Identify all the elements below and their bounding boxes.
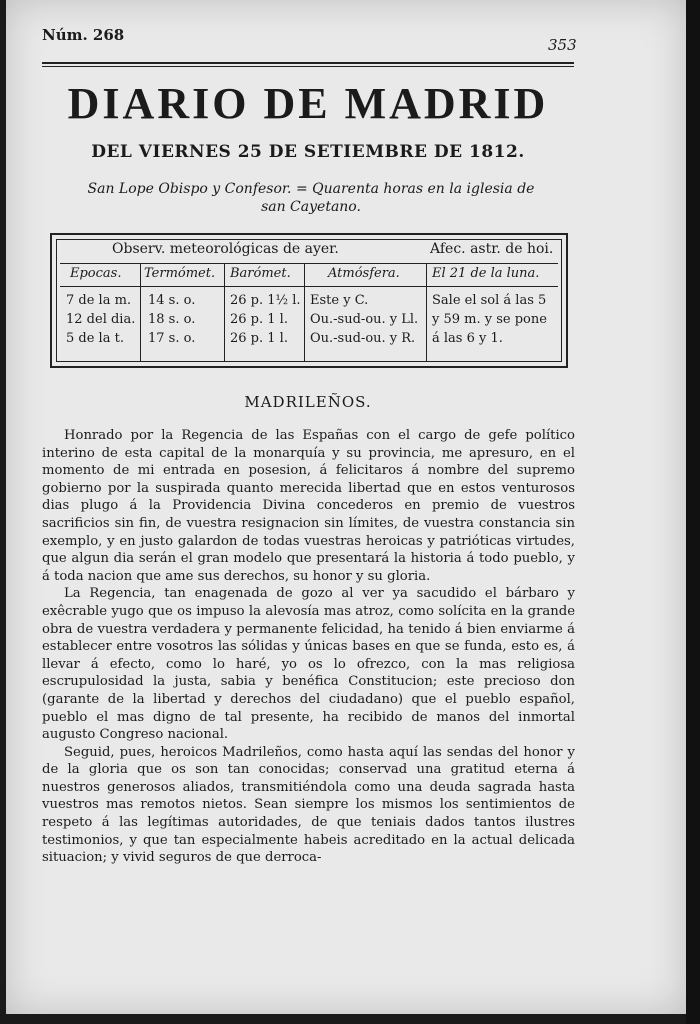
row-atmosfera: Este y C. — [310, 293, 369, 308]
row-atmosfera: Ou.-sud-ou. y Ll. — [310, 312, 419, 327]
row-barometro: 26 p. 1 l. — [230, 312, 288, 327]
column-divider — [224, 263, 225, 362]
table-rule — [60, 263, 558, 264]
newspaper-page — [6, 0, 686, 1014]
dateline: DEL VIERNES 25 DE SETIEMBRE DE 1812. — [91, 142, 525, 162]
column-header-atmosfera: Atmósfera. — [328, 266, 400, 281]
masthead-title: DIARIO DE MADRID — [67, 79, 549, 128]
article-title: MADRILEÑOS. — [244, 393, 372, 411]
article-body — [42, 427, 575, 867]
article-paragraph: La Regencia, tan enagenada de gozo al ver ya sacudido el bárbaro y exêcrable yugo que os impuso la alevosía mas atroz, como solícita en la grande obra de vuestra verdadera y permanente felicidad, ha tenido á bien enviarme á establecer entre vosotros las sólidas y únicas bases en que se funda, esto es, á llevar á efecto, como lo haré, yo os lo ofrezco, con la mas religiosa escrupulosidad la justa, sabia y benéfica Constitucion; este precioso don (garante de la libertad y derechos del ciudadano) que el pueblo español, pueblo el mas digno de tal presente, ha recibido de manos del inmortal augusto Congreso nacional. — [42, 586, 575, 743]
column-divider — [426, 263, 427, 362]
row-barometro: 26 p. 1 l. — [230, 331, 288, 346]
astro-line: Sale el sol á las 5 — [432, 293, 547, 308]
page-number: 353 — [548, 36, 577, 54]
astro-line: y 59 m. y se pone — [432, 312, 547, 327]
row-atmosfera: Ou.-sud-ou. y R. — [310, 331, 416, 346]
column-header-luna: El 21 de la luna. — [432, 266, 540, 281]
issue-number: Núm. 268 — [42, 26, 125, 44]
article-paragraph: Seguid, pues, heroicos Madrileños, como hasta aquí las sendas del honor y de la gloria que os son tan conocidas; conservad una gratitud eterna á nuestros generosos aliados, transmitiéndola como una deuda sagrada hasta vuestros mas remotos nietos. Sean siempre los mismos los sentimientos de respeto á las legítimas autoridades, de que teniais dados tantos ilustres testimonios, y que tan especialmente habeis acreditado en la actual delicada situacion; y vivid seguros de que derroca- — [42, 744, 575, 866]
row-epoca: 7 de la m. — [66, 293, 132, 308]
table-rule — [60, 286, 558, 287]
row-epoca: 12 del dia. — [66, 312, 136, 327]
row-termometro: 18 s. o. — [148, 312, 196, 327]
saints-of-the-day: San Lope Obispo y Confesor. = Quarenta horas en la iglesia de san Cayetano. — [87, 181, 535, 215]
column-header-barometro: Barómet. — [230, 266, 291, 281]
row-termometro: 14 s. o. — [148, 293, 196, 308]
row-epoca: 5 de la t. — [66, 331, 124, 346]
page-edge-shadow — [686, 0, 700, 1024]
astro-heading: Afec. astr. de hoi. — [430, 241, 554, 257]
header-rule — [42, 62, 574, 67]
row-termometro: 17 s. o. — [148, 331, 196, 346]
weather-heading: Observ. meteorológicas de ayer. — [112, 241, 339, 257]
row-barometro: 26 p. 1½ l. — [230, 293, 301, 308]
column-divider — [304, 263, 305, 362]
weather-table — [50, 233, 568, 368]
article-paragraph: Honrado por la Regencia de las Españas con el cargo de gefe político interino de esta capital de la monarquía y su provincia, me apresuro, en el momento de mi entrada en posesion, á felicitaros á nombre del supremo gobierno por la suspirada quanto merecida libertad que en estos venturosos dias plugo á la Providencia Divina concederos en premio de vuestros sacrificios sin fin, de vuestra resignacion sin límites, de vuestra constancia sin exemplo, y en justo galardon de todas vuestras heroicas y patrióticas virtudes, que algun dia serán el gran modelo que presentará la historia á todo pueblo, y á toda nacion que ame sus derechos, su honor y su gloria. — [42, 428, 575, 584]
column-header-termometro: Termómet. — [144, 266, 216, 281]
column-divider — [140, 263, 141, 362]
astro-line: á las 6 y 1. — [432, 331, 503, 346]
column-header-epocas: Epocas. — [70, 266, 122, 281]
